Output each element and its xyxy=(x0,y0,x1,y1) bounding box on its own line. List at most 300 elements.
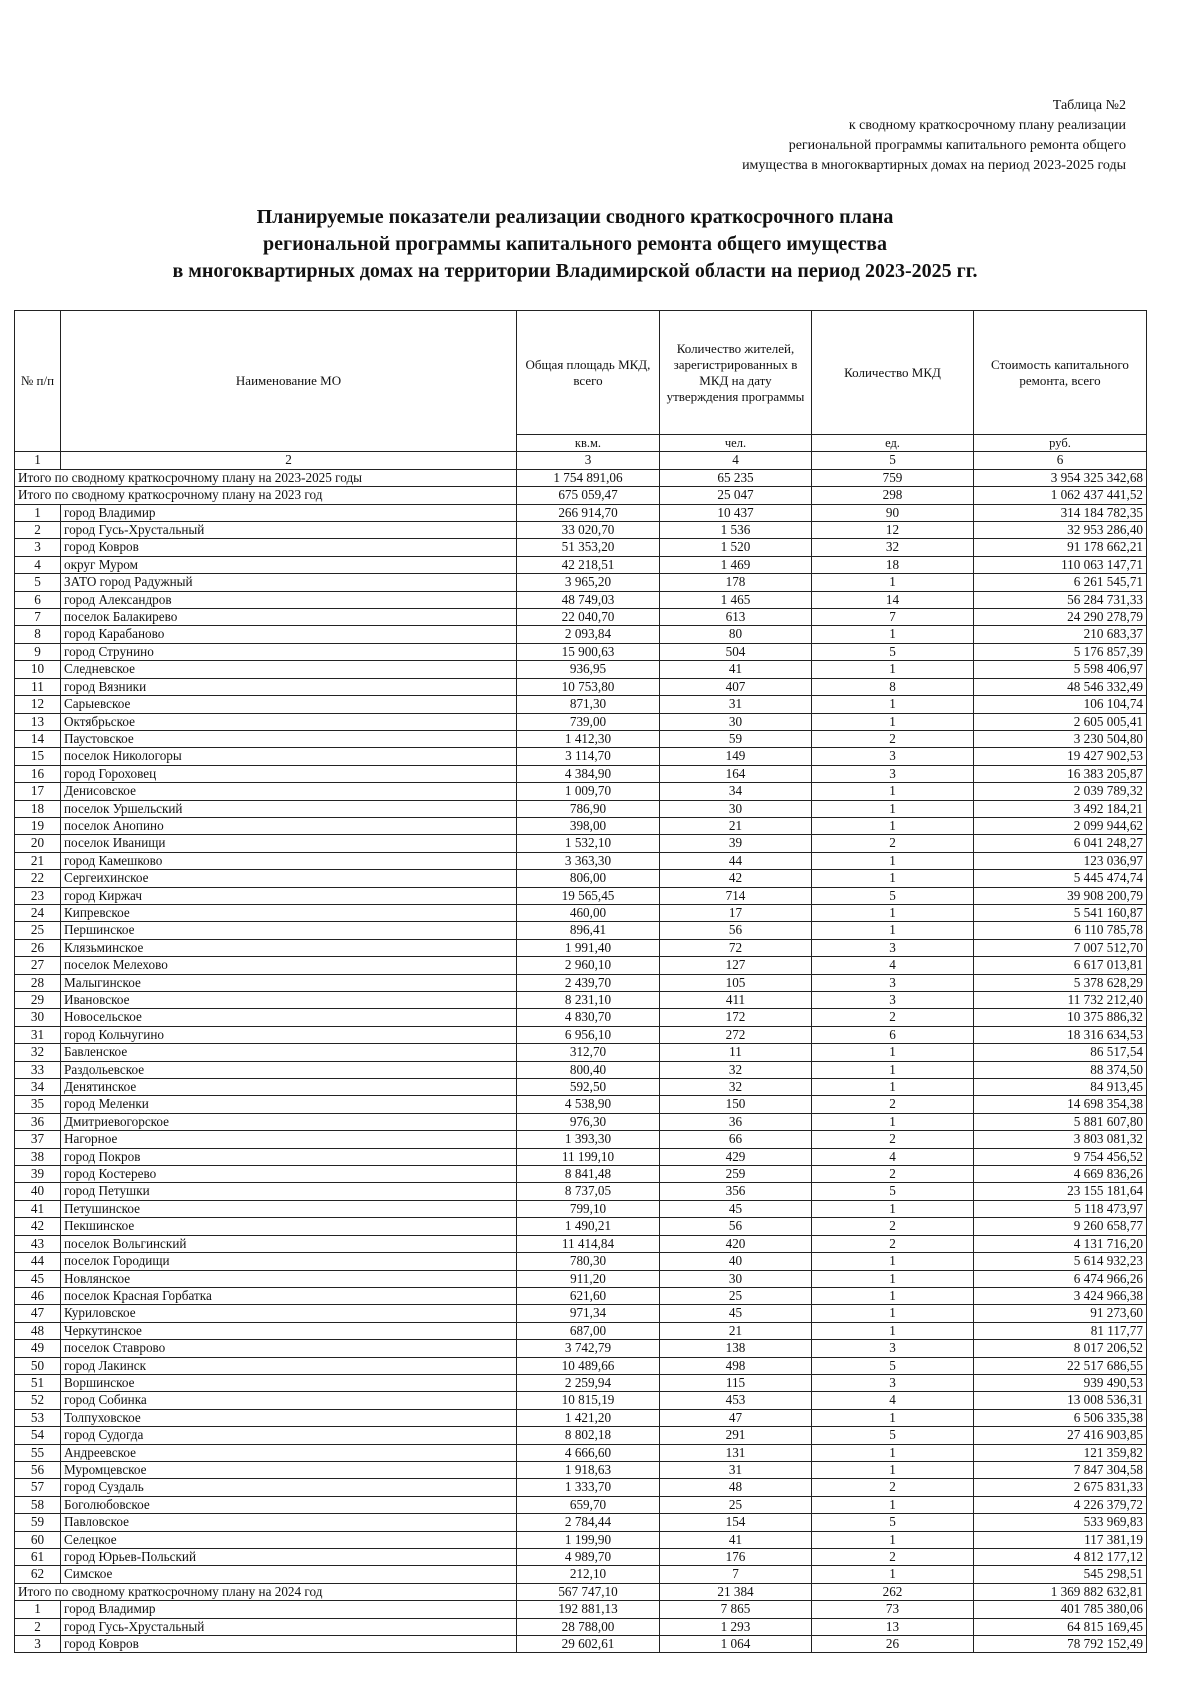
header-repair-cost: Стоимость капитального ремонта, всего xyxy=(974,311,1147,435)
cost-value: 6 110 785,78 xyxy=(974,922,1147,939)
mkd-value: 26 xyxy=(812,1636,974,1653)
column-number-row xyxy=(15,452,1147,469)
table-row xyxy=(15,1601,1147,1618)
mkd-value: 5 xyxy=(812,887,974,904)
area-value: 1 532,10 xyxy=(517,835,660,852)
residents-value: 44 xyxy=(660,852,812,869)
residents-value: 1 520 xyxy=(660,539,812,556)
area-value: 8 231,10 xyxy=(517,992,660,1009)
mkd-value: 14 xyxy=(812,591,974,608)
unit-residents: чел. xyxy=(660,435,812,452)
mkd-value: 5 xyxy=(812,1183,974,1200)
mo-name: Малыгинское xyxy=(61,974,517,991)
table-row xyxy=(15,765,1147,782)
area-value: 592,50 xyxy=(517,1079,660,1096)
residents-value: 17 xyxy=(660,904,812,921)
mo-name: Ивановское xyxy=(61,992,517,1009)
mkd-value: 3 xyxy=(812,1374,974,1391)
total-mkd: 298 xyxy=(812,487,974,504)
cost-value: 14 698 354,38 xyxy=(974,1096,1147,1113)
cost-value: 110 063 147,71 xyxy=(974,556,1147,573)
table-row xyxy=(15,939,1147,956)
area-value: 1 991,40 xyxy=(517,939,660,956)
mo-name: Денисовское xyxy=(61,783,517,800)
row-number: 18 xyxy=(15,800,61,817)
table-row xyxy=(15,1566,1147,1583)
area-value: 312,70 xyxy=(517,1044,660,1061)
residents-value: 1 293 xyxy=(660,1618,812,1635)
row-number: 29 xyxy=(15,992,61,1009)
residents-value: 504 xyxy=(660,643,812,660)
cost-value: 6 474 966,26 xyxy=(974,1270,1147,1287)
title-line: в многоквартирных домах на территории Владимирской области на период 2023-2025 гг. xyxy=(172,260,978,282)
row-number: 52 xyxy=(15,1392,61,1409)
mo-name: город Петушки xyxy=(61,1183,517,1200)
table-row xyxy=(15,1287,1147,1304)
residents-value: 41 xyxy=(660,1531,812,1548)
area-value: 8 841,48 xyxy=(517,1166,660,1183)
mkd-value: 2 xyxy=(812,835,974,852)
mkd-value: 3 xyxy=(812,748,974,765)
residents-value: 714 xyxy=(660,887,812,904)
mo-name: поселок Вольгинский xyxy=(61,1235,517,1252)
row-number: 54 xyxy=(15,1427,61,1444)
mo-name: Симское xyxy=(61,1566,517,1583)
cost-value: 121 359,82 xyxy=(974,1444,1147,1461)
mo-name: Кипревское xyxy=(61,904,517,921)
cost-value: 4 131 716,20 xyxy=(974,1235,1147,1252)
mkd-value: 1 xyxy=(812,1253,974,1270)
area-value: 2 784,44 xyxy=(517,1514,660,1531)
table-row xyxy=(15,852,1147,869)
table-row xyxy=(15,1148,1147,1165)
cost-value: 2 675 831,33 xyxy=(974,1479,1147,1496)
mo-name: Петушинское xyxy=(61,1200,517,1217)
table-row xyxy=(15,1357,1147,1374)
row-number: 12 xyxy=(15,696,61,713)
residents-value: 45 xyxy=(660,1200,812,1217)
col-number: 6 xyxy=(974,452,1147,469)
cost-value: 6 041 248,27 xyxy=(974,835,1147,852)
residents-value: 105 xyxy=(660,974,812,991)
mo-name: город Кольчугино xyxy=(61,1026,517,1043)
residents-value: 34 xyxy=(660,783,812,800)
table-row xyxy=(15,904,1147,921)
caption-line: Таблица №2 xyxy=(1052,98,1126,113)
row-number: 20 xyxy=(15,835,61,852)
total-cost: 1 369 882 632,81 xyxy=(974,1583,1147,1600)
mkd-value: 1 xyxy=(812,1270,974,1287)
residents-value: 1 465 xyxy=(660,591,812,608)
mkd-value: 1 xyxy=(812,1079,974,1096)
mo-name: Боголюбовское xyxy=(61,1496,517,1513)
row-number: 60 xyxy=(15,1531,61,1548)
title-line: Планируемые показатели реализации сводного краткосрочного плана xyxy=(256,206,894,228)
mkd-value: 32 xyxy=(812,539,974,556)
cost-value: 64 815 169,45 xyxy=(974,1618,1147,1635)
row-number: 53 xyxy=(15,1409,61,1426)
row-number: 2 xyxy=(15,1618,61,1635)
caption-line: к сводному краткосрочному плану реализации xyxy=(848,118,1126,133)
mo-name: город Гусь-Хрустальный xyxy=(61,1618,517,1635)
row-number: 47 xyxy=(15,1305,61,1322)
table-row xyxy=(15,783,1147,800)
residents-value: 178 xyxy=(660,574,812,591)
table-row xyxy=(15,1200,1147,1217)
mo-name: поселок Городищи xyxy=(61,1253,517,1270)
residents-value: 21 xyxy=(660,817,812,834)
mkd-value: 7 xyxy=(812,609,974,626)
residents-value: 176 xyxy=(660,1549,812,1566)
residents-value: 498 xyxy=(660,1357,812,1374)
total-area: 675 059,47 xyxy=(517,487,660,504)
header-mkd-count: Количество МКД xyxy=(812,311,974,435)
mkd-value: 2 xyxy=(812,1479,974,1496)
mkd-value: 2 xyxy=(812,1009,974,1026)
residents-value: 21 xyxy=(660,1322,812,1339)
area-value: 896,41 xyxy=(517,922,660,939)
cost-value: 5 445 474,74 xyxy=(974,870,1147,887)
residents-value: 56 xyxy=(660,922,812,939)
table-row xyxy=(15,609,1147,626)
mkd-value: 1 xyxy=(812,1322,974,1339)
row-number: 36 xyxy=(15,1113,61,1130)
residents-value: 31 xyxy=(660,1461,812,1478)
cost-value: 5 881 607,80 xyxy=(974,1113,1147,1130)
residents-value: 32 xyxy=(660,1061,812,1078)
mkd-value: 1 xyxy=(812,817,974,834)
mkd-value: 2 xyxy=(812,1549,974,1566)
table-row xyxy=(15,1514,1147,1531)
cost-value: 401 785 380,06 xyxy=(974,1601,1147,1618)
table-row xyxy=(15,539,1147,556)
mkd-value: 1 xyxy=(812,1061,974,1078)
area-value: 1 412,30 xyxy=(517,730,660,747)
residents-value: 10 437 xyxy=(660,504,812,521)
cost-value: 3 230 504,80 xyxy=(974,730,1147,747)
cost-value: 91 273,60 xyxy=(974,1305,1147,1322)
area-value: 4 830,70 xyxy=(517,1009,660,1026)
mkd-value: 4 xyxy=(812,1148,974,1165)
cost-value: 3 803 081,32 xyxy=(974,1131,1147,1148)
cost-value: 2 039 789,32 xyxy=(974,783,1147,800)
cost-value: 5 378 628,29 xyxy=(974,974,1147,991)
row-number: 5 xyxy=(15,574,61,591)
row-number: 17 xyxy=(15,783,61,800)
col-number: 2 xyxy=(61,452,517,469)
table-row xyxy=(15,1444,1147,1461)
residents-value: 30 xyxy=(660,800,812,817)
table-row xyxy=(15,556,1147,573)
cost-value: 5 598 406,97 xyxy=(974,661,1147,678)
row-number: 37 xyxy=(15,1131,61,1148)
mo-name: город Суздаль xyxy=(61,1479,517,1496)
row-number: 38 xyxy=(15,1148,61,1165)
area-value: 806,00 xyxy=(517,870,660,887)
mkd-value: 1 xyxy=(812,852,974,869)
cost-value: 39 908 200,79 xyxy=(974,887,1147,904)
row-number: 55 xyxy=(15,1444,61,1461)
caption-line: региональной программы капитального ремонта общего xyxy=(788,138,1126,153)
mkd-value: 1 xyxy=(812,1409,974,1426)
row-number: 43 xyxy=(15,1235,61,1252)
mo-name: город Карабаново xyxy=(61,626,517,643)
mo-name: Раздольевское xyxy=(61,1061,517,1078)
header-mo-name: Наименование МО xyxy=(61,311,517,452)
mo-name: город Юрьев-Польский xyxy=(61,1549,517,1566)
mo-name: поселок Анопино xyxy=(61,817,517,834)
area-value: 1 490,21 xyxy=(517,1218,660,1235)
mo-name: Нагорное xyxy=(61,1131,517,1148)
residents-value: 25 xyxy=(660,1496,812,1513)
residents-value: 1 536 xyxy=(660,522,812,539)
table-row xyxy=(15,1183,1147,1200)
residents-value: 7 865 xyxy=(660,1601,812,1618)
mkd-value: 4 xyxy=(812,957,974,974)
table-row xyxy=(15,1461,1147,1478)
cost-value: 8 017 206,52 xyxy=(974,1340,1147,1357)
residents-value: 272 xyxy=(660,1026,812,1043)
area-value: 1 333,70 xyxy=(517,1479,660,1496)
table-row xyxy=(15,1044,1147,1061)
area-value: 11 199,10 xyxy=(517,1148,660,1165)
mkd-value: 73 xyxy=(812,1601,974,1618)
mo-name: Муромцевское xyxy=(61,1461,517,1478)
cost-value: 81 117,77 xyxy=(974,1322,1147,1339)
residents-value: 453 xyxy=(660,1392,812,1409)
cost-value: 7 847 304,58 xyxy=(974,1461,1147,1478)
area-value: 780,30 xyxy=(517,1253,660,1270)
table-row xyxy=(15,1218,1147,1235)
residents-value: 32 xyxy=(660,1079,812,1096)
mo-name: город Струнино xyxy=(61,643,517,660)
area-value: 42 218,51 xyxy=(517,556,660,573)
mkd-value: 1 xyxy=(812,1287,974,1304)
residents-value: 127 xyxy=(660,957,812,974)
cost-value: 6 261 545,71 xyxy=(974,574,1147,591)
mkd-value: 1 xyxy=(812,574,974,591)
table-row xyxy=(15,591,1147,608)
row-number: 59 xyxy=(15,1514,61,1531)
table-row xyxy=(15,992,1147,1009)
mo-name: Черкутинское xyxy=(61,1322,517,1339)
cost-value: 2 099 944,62 xyxy=(974,817,1147,834)
residents-value: 48 xyxy=(660,1479,812,1496)
table-row xyxy=(15,1131,1147,1148)
area-value: 19 565,45 xyxy=(517,887,660,904)
mkd-value: 3 xyxy=(812,1340,974,1357)
table-row xyxy=(15,626,1147,643)
area-value: 28 788,00 xyxy=(517,1618,660,1635)
area-value: 687,00 xyxy=(517,1322,660,1339)
mkd-value: 1 xyxy=(812,1531,974,1548)
area-value: 2 960,10 xyxy=(517,957,660,974)
mo-name: Сарыевское xyxy=(61,696,517,713)
col-number: 5 xyxy=(812,452,974,469)
area-value: 460,00 xyxy=(517,904,660,921)
col-number: 4 xyxy=(660,452,812,469)
row-number: 3 xyxy=(15,539,61,556)
cost-value: 3 492 184,21 xyxy=(974,800,1147,817)
area-value: 398,00 xyxy=(517,817,660,834)
area-value: 51 353,20 xyxy=(517,539,660,556)
area-value: 1 421,20 xyxy=(517,1409,660,1426)
residents-value: 429 xyxy=(660,1148,812,1165)
row-number: 10 xyxy=(15,661,61,678)
cost-value: 533 969,83 xyxy=(974,1514,1147,1531)
cost-value: 22 517 686,55 xyxy=(974,1357,1147,1374)
header-number: № п/п xyxy=(15,311,61,452)
residents-value: 131 xyxy=(660,1444,812,1461)
residents-value: 40 xyxy=(660,1253,812,1270)
residents-value: 115 xyxy=(660,1374,812,1391)
row-number: 33 xyxy=(15,1061,61,1078)
mkd-value: 1 xyxy=(812,800,974,817)
table-row xyxy=(15,1113,1147,1130)
mo-name: Следневское xyxy=(61,661,517,678)
mkd-value: 2 xyxy=(812,1218,974,1235)
mkd-value: 12 xyxy=(812,522,974,539)
table-row xyxy=(15,1322,1147,1339)
total-residents: 65 235 xyxy=(660,469,812,486)
mkd-value: 1 xyxy=(812,696,974,713)
residents-value: 30 xyxy=(660,1270,812,1287)
cost-value: 88 374,50 xyxy=(974,1061,1147,1078)
area-value: 10 815,19 xyxy=(517,1392,660,1409)
mo-name: Пекшинское xyxy=(61,1218,517,1235)
cost-value: 24 290 278,79 xyxy=(974,609,1147,626)
area-value: 1 009,70 xyxy=(517,783,660,800)
total-mkd: 759 xyxy=(812,469,974,486)
row-number: 62 xyxy=(15,1566,61,1583)
table-row xyxy=(15,1061,1147,1078)
cost-value: 4 669 836,26 xyxy=(974,1166,1147,1183)
table-row xyxy=(15,1392,1147,1409)
table-row xyxy=(15,974,1147,991)
area-value: 799,10 xyxy=(517,1200,660,1217)
unit-area: кв.м. xyxy=(517,435,660,452)
row-number: 7 xyxy=(15,609,61,626)
row-number: 51 xyxy=(15,1374,61,1391)
cost-value: 7 007 512,70 xyxy=(974,939,1147,956)
mkd-value: 1 xyxy=(812,713,974,730)
mkd-value: 1 xyxy=(812,783,974,800)
table-row xyxy=(15,730,1147,747)
row-number: 27 xyxy=(15,957,61,974)
mkd-value: 1 xyxy=(812,1305,974,1322)
total-label: Итого по сводному краткосрочному плану на 2023 год xyxy=(15,487,517,504)
row-number: 42 xyxy=(15,1218,61,1235)
area-value: 8 737,05 xyxy=(517,1183,660,1200)
title-line: региональной программы капитального ремонта общего имущества xyxy=(263,233,887,255)
total-row-2024 xyxy=(15,1583,1147,1600)
table-row xyxy=(15,1270,1147,1287)
row-number: 26 xyxy=(15,939,61,956)
table-row xyxy=(15,696,1147,713)
table-row xyxy=(15,713,1147,730)
table-row xyxy=(15,922,1147,939)
cost-value: 2 605 005,41 xyxy=(974,713,1147,730)
residents-value: 164 xyxy=(660,765,812,782)
mkd-value: 18 xyxy=(812,556,974,573)
row-number: 23 xyxy=(15,887,61,904)
cost-value: 106 104,74 xyxy=(974,696,1147,713)
row-number: 16 xyxy=(15,765,61,782)
cost-value: 5 541 160,87 xyxy=(974,904,1147,921)
area-value: 6 956,10 xyxy=(517,1026,660,1043)
area-value: 2 259,94 xyxy=(517,1374,660,1391)
area-value: 212,10 xyxy=(517,1566,660,1583)
mo-name: город Собинка xyxy=(61,1392,517,1409)
mkd-value: 2 xyxy=(812,1096,974,1113)
area-value: 4 989,70 xyxy=(517,1549,660,1566)
mo-name: Воршинское xyxy=(61,1374,517,1391)
area-value: 4 384,90 xyxy=(517,765,660,782)
residents-value: 41 xyxy=(660,661,812,678)
cost-value: 3 424 966,38 xyxy=(974,1287,1147,1304)
residents-value: 291 xyxy=(660,1427,812,1444)
mo-name: Першинское xyxy=(61,922,517,939)
table-row xyxy=(15,1305,1147,1322)
row-number: 24 xyxy=(15,904,61,921)
col-number: 1 xyxy=(15,452,61,469)
mo-name: поселок Красная Горбатка xyxy=(61,1287,517,1304)
table-row xyxy=(15,1079,1147,1096)
table-row xyxy=(15,1549,1147,1566)
area-value: 33 020,70 xyxy=(517,522,660,539)
row-number: 57 xyxy=(15,1479,61,1496)
residents-value: 149 xyxy=(660,748,812,765)
total-residents: 21 384 xyxy=(660,1583,812,1600)
residents-value: 420 xyxy=(660,1235,812,1252)
area-value: 786,90 xyxy=(517,800,660,817)
row-number: 58 xyxy=(15,1496,61,1513)
table-row xyxy=(15,1496,1147,1513)
area-value: 1 918,63 xyxy=(517,1461,660,1478)
mkd-value: 1 xyxy=(812,1496,974,1513)
mkd-value: 5 xyxy=(812,1427,974,1444)
mkd-value: 1 xyxy=(812,1113,974,1130)
mo-name: Денятинское xyxy=(61,1079,517,1096)
residents-value: 1 064 xyxy=(660,1636,812,1653)
mo-name: город Владимир xyxy=(61,1601,517,1618)
area-value: 10 753,80 xyxy=(517,678,660,695)
residents-value: 172 xyxy=(660,1009,812,1026)
mo-name: Новосельское xyxy=(61,1009,517,1026)
mo-name: Куриловское xyxy=(61,1305,517,1322)
cost-value: 27 416 903,85 xyxy=(974,1427,1147,1444)
row-number: 1 xyxy=(15,504,61,521)
mo-name: Октябрьское xyxy=(61,713,517,730)
cost-value: 13 008 536,31 xyxy=(974,1392,1147,1409)
mo-name: поселок Иванищи xyxy=(61,835,517,852)
area-value: 266 914,70 xyxy=(517,504,660,521)
cost-value: 78 792 152,49 xyxy=(974,1636,1147,1653)
row-number: 6 xyxy=(15,591,61,608)
mo-name: город Владимир xyxy=(61,504,517,521)
area-value: 911,20 xyxy=(517,1270,660,1287)
row-number: 2 xyxy=(15,522,61,539)
cost-value: 314 184 782,35 xyxy=(974,504,1147,521)
area-value: 15 900,63 xyxy=(517,643,660,660)
row-number: 28 xyxy=(15,974,61,991)
table-row xyxy=(15,661,1147,678)
row-number: 56 xyxy=(15,1461,61,1478)
mo-name: Павловское xyxy=(61,1514,517,1531)
cost-value: 6 506 335,38 xyxy=(974,1409,1147,1426)
area-value: 971,34 xyxy=(517,1305,660,1322)
cost-value: 545 298,51 xyxy=(974,1566,1147,1583)
